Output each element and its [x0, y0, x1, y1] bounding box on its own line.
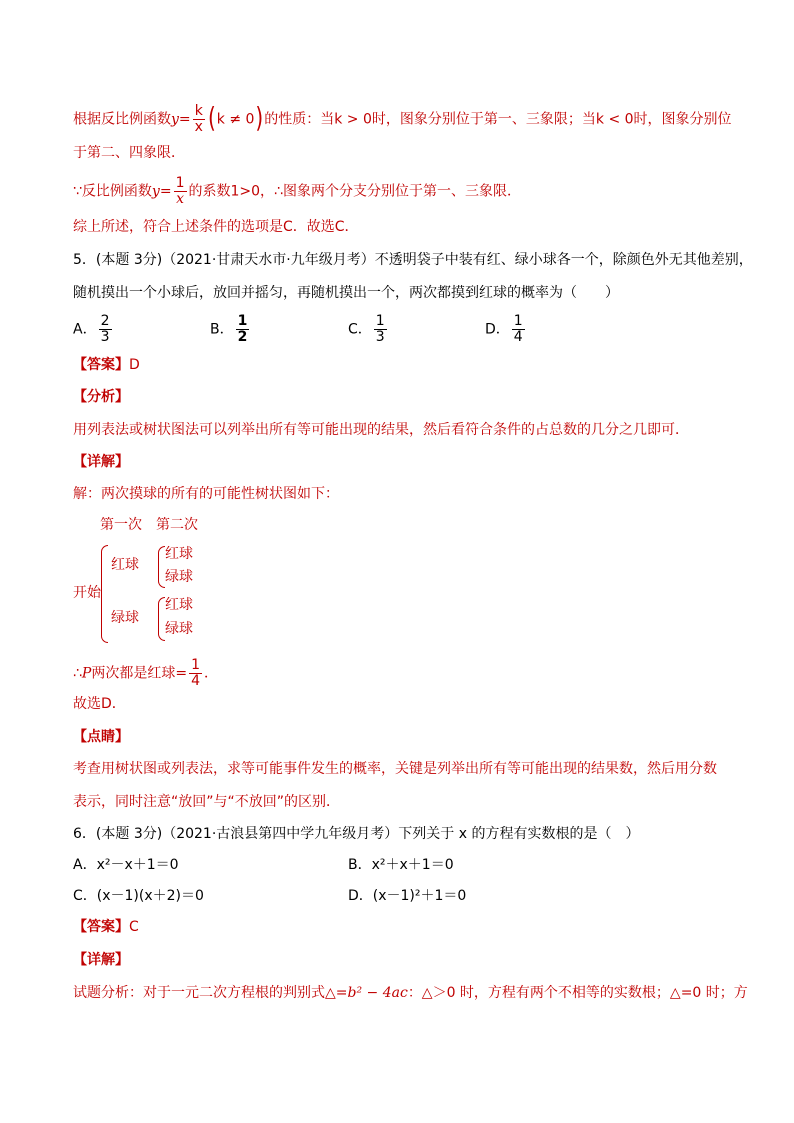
- numerator: 1: [175, 175, 185, 191]
- text: ∵反比例函数: [73, 183, 152, 200]
- detail-text: 解：两次摸球的所有的可能性树状图如下：: [73, 486, 339, 502]
- question-6-text: 6．(本题 3分)（2021·古浪县第四中学九年级月考）下列关于 x 的方程有实数根的是（ ）: [73, 826, 640, 842]
- q6-option-a: A．x²－x＋1＝0: [73, 857, 179, 873]
- text: 的性质：当: [264, 111, 335, 128]
- tree-second-2: 绿球: [165, 569, 193, 585]
- text: ，∴图象两个分支分别位于第一、三象限．: [260, 183, 521, 200]
- condition-negative: k < 0: [595, 111, 634, 128]
- text: 的系数: [188, 183, 231, 200]
- tree-header-second: 第二次: [156, 517, 198, 533]
- answer-value: C: [129, 919, 139, 935]
- tree-second-4: 绿球: [165, 621, 193, 637]
- analysis-tag: 【分析】: [73, 389, 129, 405]
- tree-brace-main: [101, 545, 108, 643]
- tree-first-green: 绿球: [111, 610, 139, 626]
- comment-text-1: 考查用树状图或列表法，求等可能事件发生的概率，关键是列举出所有等可能出现的结果数，然后用分数: [73, 761, 717, 777]
- text: 时，图象分别位于第一、三象限；当: [371, 111, 596, 128]
- solution-line-4: 综上所述，符合上述条件的选项是C．故选C．: [73, 219, 359, 235]
- tree-second-1: 红球: [165, 546, 193, 562]
- option-a: A． $\frac{2}{3}$: [73, 313, 110, 345]
- tree-start: 开始: [73, 585, 101, 601]
- comment-tag: 【点睛】: [73, 729, 129, 745]
- tree-header-first: 第一次: [100, 517, 142, 533]
- solution-line-2: 于第二、四象限．: [73, 145, 185, 161]
- fraction-k-over-x: [193, 104, 205, 135]
- question-5-text-1: 5．(本题 3分)（2021·甘肃天水市·九年级月考）不透明袋子中装有红、绿小球各一个，除颜色外无其他差别，: [73, 252, 753, 268]
- q6-option-d: D．(x－1)²＋1＝0: [348, 888, 467, 904]
- q6-answer-line: [73, 917, 139, 937]
- var-y: y: [151, 183, 160, 200]
- equals: =: [159, 183, 172, 200]
- detail-tag: 【详解】: [73, 454, 129, 470]
- denominator: x: [194, 119, 203, 135]
- q6-detail-tag: 【详解】: [73, 952, 129, 968]
- tree-brace-1: [158, 546, 165, 588]
- choose-line: 故选D．: [73, 696, 126, 712]
- equals: =: [178, 111, 191, 128]
- analysis-text: 用列表法或树状图法可以列举出所有等可能出现的结果，然后看符合条件的占总数的几分之几即可．: [73, 422, 689, 438]
- text: 根据反比例函数: [73, 111, 171, 128]
- tree-brace-2: [158, 597, 165, 641]
- option-c: C． $\frac{1}{3}$: [348, 313, 385, 345]
- answer-tag: 【答案】: [73, 357, 129, 373]
- q6-option-c: C．(x－1)(x＋2)＝0: [73, 888, 204, 904]
- condition: k ≠ 0: [216, 111, 255, 128]
- numerator: k: [193, 104, 205, 120]
- solution-line-3: [73, 176, 521, 207]
- answer-tag: 【答案】: [73, 919, 129, 935]
- discriminant-formula: b² − 4ac: [347, 985, 408, 1001]
- var-y: y: [171, 111, 179, 128]
- question-5-text-2: 随机摸出一个小球后，放回并摇匀，再随机摸出一个，两次都摸到红球的概率为（ ）: [73, 285, 619, 301]
- text: 时，图象分别位: [633, 111, 732, 128]
- q6-detail-text: 试题分析：对于一元二次方程根的判别式△=b² − 4ac：△＞0 时，方程有两个不相等的实数根；△=0 时；方: [73, 985, 748, 1001]
- fraction-1-over-4: $\frac{1}{4}$: [191, 657, 200, 689]
- condition-positive: k > 0: [334, 111, 372, 128]
- comment-text-2: 表示，同时注意“放回”与“不放回”的区别．: [73, 794, 341, 810]
- answer-value: D: [129, 357, 140, 373]
- solution-line-1: 根据反比例函数y= $\frac{k}{x}$ (k ≠ 0)的性质：当k > 0时，图象分别位于第一、三象限；当k < 0时，图象分别位: [73, 99, 732, 135]
- option-b: B． $\frac{1}{2}$: [210, 313, 248, 345]
- tree-first-red: 红球: [111, 557, 139, 573]
- fraction-1-over-x: [174, 176, 187, 207]
- option-d: D． $\frac{1}{4}$: [485, 313, 523, 345]
- coefficient: 1>0: [230, 183, 261, 200]
- probability-line: ∴P两次都是红球= $\frac{1}{4}$ ．: [73, 657, 218, 689]
- q6-option-b: B．x²＋x＋1＝0: [348, 857, 454, 873]
- denominator: x: [176, 191, 184, 207]
- answer-line: [73, 355, 140, 375]
- tree-second-3: 红球: [165, 597, 193, 613]
